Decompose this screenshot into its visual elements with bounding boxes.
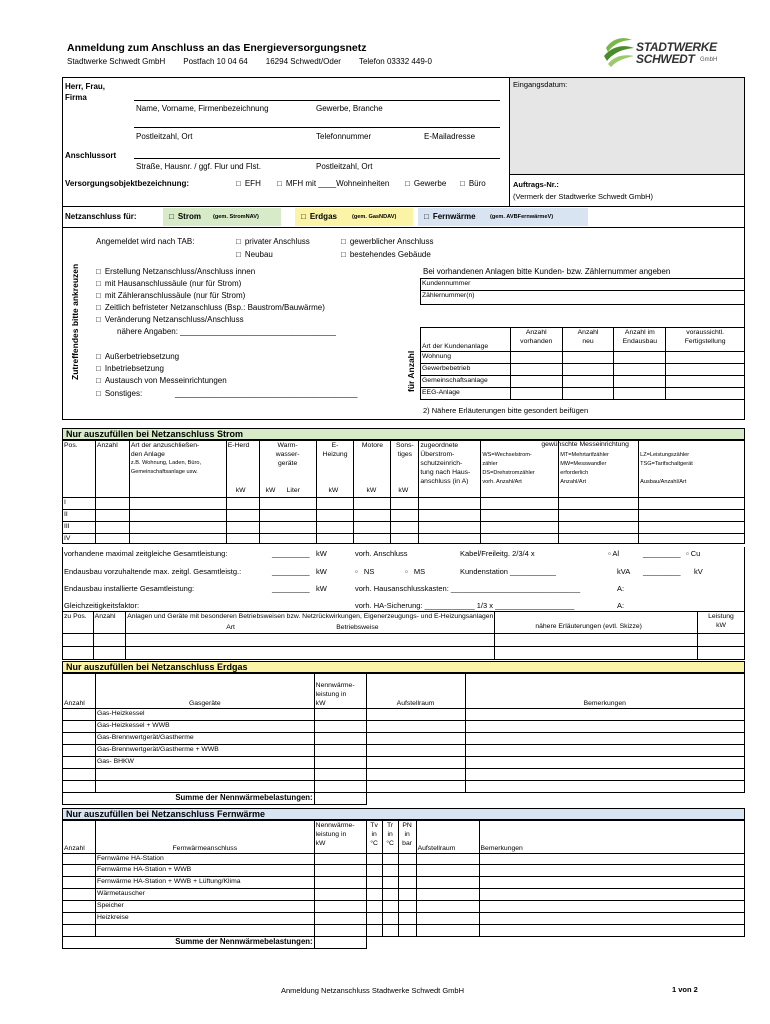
stadtwerke-logo: STADTWERKE SCHWEDT GmbH — [602, 34, 730, 70]
table-row: Gas-Brennwertgerät/Gastherme + WWB — [63, 745, 745, 757]
fw-table: Anzahl Fernwärmeanschluss Nennwärme- leistung in kW Tv in °C Tr in °C PN in bar Aufstellraum Bemerkungen Fernwäme HA-Station Fernwärme HA-Station + WWB Fernwärme HA-Station + WWB + Lüftung/Klima Wärmetauscher Speicher Heizkreise Summe der Nennwärmebelastungen: — [62, 820, 745, 949]
ha-sicherung-field[interactable]: vorh. HA-Sicherung: ____________ 1/3 x ___________________ — [355, 601, 575, 610]
al-field[interactable]: _________ — [643, 549, 681, 558]
company-name: Stadtwerke Schwedt GmbH — [67, 57, 166, 66]
objekt-label: Versorgungsobjektbezeichnung: — [65, 179, 190, 188]
gas-option[interactable]: □ Erdgas (gem. GasNDAV) — [295, 208, 413, 226]
strom-option[interactable]: □ Strom (gem. StromNAV) — [163, 208, 281, 226]
table-row: Gas-Heizkessel — [63, 709, 745, 721]
kundenanlage-table: Art der Kundenanlage Anzahl vorhanden Anzahl neu Anzahl im Endausbau voraussichtl. Fertigstellung Wohnung Gewerbebetrieb Gemeinschaftsanlage EEG-Anlage — [420, 327, 745, 400]
buero-checkbox[interactable]: □ Büro — [460, 179, 486, 188]
item-inbetrieb[interactable]: □ Inbetriebsetzung — [96, 364, 164, 373]
leistung-endausbau-field[interactable]: _________ — [272, 567, 310, 576]
leistung-vorhanden-field[interactable]: _________ — [272, 549, 310, 558]
phone: Telefon 03332 449-0 — [358, 57, 432, 66]
leistung-installiert-field[interactable]: _________ — [272, 584, 310, 593]
table-row — [63, 925, 745, 937]
firma-label: Firma — [65, 93, 87, 102]
table-row: EEG-Anlage — [421, 388, 745, 400]
strom-table: Pos. Anzahl Art der anzuschließen- den Anlage z.B. Wohnung, Laden, Büro, Gemeinschaftsanlage usw. E-Herd kW Warm- wasser- geräte kW Liter E- Heizung kW Motore kW Sons- tiges kW zugeordnete Überstrom- schutzeinrich- tung nach Haus- anschluss (in A) gewünschte Messeinrichtung WS=Wechselstrom- zähler DS=Drehstromzähler vorh. Anzahl/Art MT=Mehrtarifzähler MW=Messwandler erforderlich Anzahl/Art LZ=Leistungszähler TSG=Tarifschaltgerät Ausbau/Anzahl/Art I II III IV — [62, 440, 745, 544]
item-erstellung[interactable]: □ Erstellung Netzanschluss/Anschluss innen — [96, 267, 255, 276]
fw-title: Nur auszufüllen bei Netzanschluss Fernwärme — [62, 808, 745, 820]
table-row: Speicher — [63, 901, 745, 913]
anschlussort-label: Anschlussort — [65, 151, 117, 160]
hak-field[interactable]: vorh. Hausanschlusskasten: _______________________________ — [355, 584, 581, 593]
item-ausserbetrieb[interactable]: □ Außerbetriebsetzung — [96, 352, 179, 361]
table-row: Gemeinschaftsanlage — [421, 376, 745, 388]
city: 16294 Schwedt/Oder — [265, 57, 341, 66]
table-row: Heizkreise — [63, 913, 745, 925]
gas-table: Anzahl Gasgeräte Nennwärme- leistung in kW Aufstellraum Bemerkungen Gas-Heizkessel Gas-Heizkessel + WWB Gas-Brennwertgerät/Gastherme Gas-Brennwertgerät/Gastherme + WWB Gas- BHKW Summe der Nennwärmebelastungen: — [62, 673, 745, 805]
ns-option[interactable]: ▫ NS — [355, 567, 375, 576]
salutation-label: Herr, Frau, — [65, 82, 106, 91]
table-row: Fernwärme HA-Station + WWB + Lüftung/Klima — [63, 877, 745, 889]
kundennummer-field[interactable]: Kundennummer — [421, 279, 745, 291]
item-veraenderung[interactable]: □ Veränderung Netzanschluss/Anschluss — [96, 315, 244, 324]
table-row: Fernwäme HA-Station — [63, 854, 745, 865]
neubau-checkbox[interactable]: □ Neubau — [236, 250, 273, 259]
sonstiges-line[interactable]: _________________________________________ — [175, 389, 358, 398]
bestehend-checkbox[interactable]: □ bestehendes Gebäude — [341, 250, 431, 259]
ms-option[interactable]: ▫ MS — [405, 567, 426, 576]
fw-option[interactable]: □ Fernwärme (gem. AVBFernwärmeV) — [418, 208, 588, 226]
kva-field[interactable]: _________ — [643, 567, 681, 576]
gewerbe-checkbox[interactable]: □ Gewerbe — [405, 179, 446, 188]
auftrag-box: Auftrags-Nr.: (Vermerk der Stadtwerke Schwedt GmbH) — [509, 174, 745, 207]
netz-label: Netzanschluss für: — [65, 212, 137, 221]
table-row: Gas-Brennwertgerät/Gastherme — [63, 733, 745, 745]
table-row: IV — [63, 534, 745, 544]
mfh-checkbox[interactable]: □ MFH mit ____Wohneinheiten — [277, 179, 389, 188]
table-row: Gas- BHKW — [63, 757, 745, 769]
page-number: 1 von 2 — [672, 985, 698, 994]
table-row: Gas-Heizkessel + WWB — [63, 721, 745, 733]
footer-text: Anmeldung Netzanschluss Stadtwerke Schwedt GmbH — [281, 986, 465, 995]
table-row — [63, 647, 745, 660]
table-row: Wohnung — [421, 352, 745, 364]
table-row: III — [63, 522, 745, 534]
table-row: II — [63, 510, 745, 522]
zaehlernummer-field[interactable]: Zählernummer(n) — [421, 291, 745, 305]
item-zaehleranschluss[interactable]: □ mit Zähleranschlussäule (nur für Strom) — [96, 291, 245, 300]
logo-swoosh-icon — [602, 34, 636, 68]
gas-title: Nur auszufüllen bei Netzanschluss Erdgas — [62, 661, 745, 673]
gas-summe-field[interactable] — [314, 793, 366, 805]
kunden-title: Bei vorhandenen Anlagen bitte Kunden- bzw. Zählernummer angeben — [423, 267, 671, 276]
company-address — [67, 57, 450, 66]
table-row: I — [63, 498, 745, 510]
name-input-line[interactable] — [134, 100, 500, 101]
eingang-box: Eingangsdatum: — [509, 77, 745, 175]
table-row — [63, 781, 745, 793]
kunden-note: 2) Nähere Erläuterungen bitte gesondert beifügen — [423, 406, 589, 415]
zutreffend-side-label: Zutreffendes bitte ankreuzen — [70, 263, 80, 380]
item-austausch[interactable]: □ Austausch von Messeinrichtungen — [96, 376, 227, 385]
kunden-table — [420, 278, 745, 305]
item-hausanschluss[interactable]: □ mit Hausanschlussäule (nur für Strom) — [96, 279, 241, 288]
document-title: Anmeldung zum Anschluss an das Energieversorgungsnetz — [67, 42, 367, 54]
al-option[interactable]: ▫ Al — [608, 549, 620, 558]
table-row — [63, 769, 745, 781]
table-row: Gewerbebetrieb — [421, 364, 745, 376]
item-sonstiges[interactable]: □ Sonstiges: — [96, 389, 142, 398]
strom-title: Nur auszufüllen bei Netzanschluss Strom — [62, 428, 745, 440]
efh-checkbox[interactable]: □ EFH — [236, 179, 261, 188]
table-row: Fernwärme HA-Station + WWB — [63, 865, 745, 877]
plz-input-line[interactable] — [134, 127, 500, 128]
strasse-input-line[interactable] — [134, 158, 500, 159]
table-row: Wärmetauscher — [63, 889, 745, 901]
privat-checkbox[interactable]: □ privater Anschluss — [236, 237, 310, 246]
cu-option[interactable]: ▫ Cu — [686, 549, 701, 558]
table-row — [63, 634, 745, 647]
sonder-table: zu Pos. Anzahl Anlagen und Geräte mit besonderen Betriebsweisen bzw. Netzrückwirkungen, Eigenerzeugungs- und E-Heizungsanlagen Art Betriebsweise nähere Erläuterungen (evtl. Skizze) Leistung kW — [62, 611, 745, 660]
naehere-angaben[interactable]: nähere Angaben: ___________________________________ — [117, 327, 336, 336]
postfach: Postfach 10 04 64 — [183, 57, 248, 66]
fuer-anzahl-side-label: für Anzahl — [406, 350, 416, 392]
item-befristet[interactable]: □ Zeitlich befristeter Netzanschluss (Bsp.: Baustrom/Bauwärme) — [96, 303, 325, 312]
fw-summe-field[interactable] — [314, 937, 366, 949]
gewerblich-checkbox[interactable]: □ gewerblicher Anschluss — [341, 237, 433, 246]
